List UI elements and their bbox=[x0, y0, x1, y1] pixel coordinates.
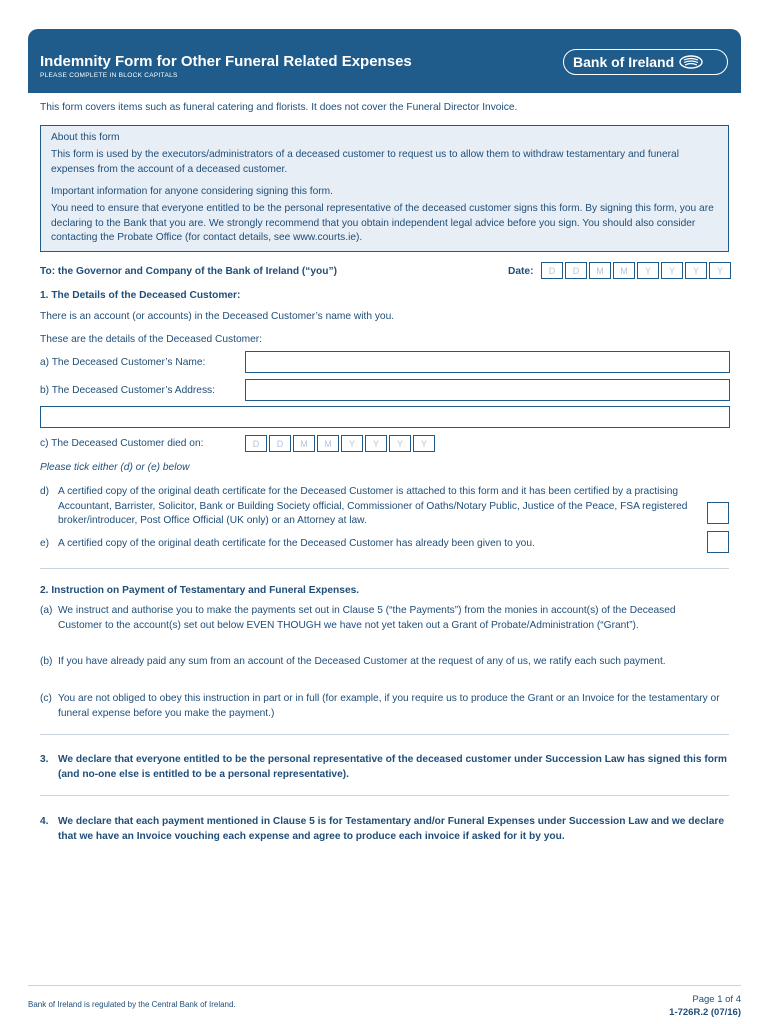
section4-text: We declare that each payment mentioned in Clause 5 is for Testamentary and/or Funeral Expenses under Succession Law and we declare that we have an Invoice vouching each expense and agree to produce each invoice if asked for it by you. bbox=[58, 816, 724, 842]
addressee: To: the Governor and Company of the Bank of Ireland (“you”) bbox=[40, 266, 337, 277]
date-cell[interactable]: Y bbox=[637, 262, 659, 279]
option-e-text: A certified copy of the original death certificate for the Deceased Customer has already been given to you. bbox=[58, 538, 535, 549]
form-subtitle: PLEASE COMPLETE IN BLOCK CAPITALS bbox=[40, 72, 178, 79]
section2-a-label: (a) bbox=[40, 605, 53, 616]
page-number: Page 1 of 4 bbox=[692, 994, 741, 1005]
date-cell[interactable]: Y bbox=[709, 262, 731, 279]
date-cell[interactable]: Y bbox=[685, 262, 707, 279]
intro-text: This form covers items such as funeral catering and florists. It does not cover the Funeral Director Invoice. bbox=[40, 102, 518, 113]
about-text: This form is used by the executors/administrators of a deceased customer to request us to allow them to withdraw testamentary and funeral expenses from the account of a deceased customer. bbox=[51, 149, 679, 175]
section1-line1: There is an account (or accounts) in the Deceased Customer’s name with you. bbox=[40, 311, 395, 322]
section4-label: 4. bbox=[40, 816, 49, 827]
died-date-cell[interactable]: Y bbox=[365, 435, 387, 452]
deceased-address-label: b) The Deceased Customer’s Address: bbox=[40, 385, 215, 396]
regulated-note: Bank of Ireland is regulated by the Central Bank of Ireland. bbox=[28, 1000, 236, 1009]
section3-text: We declare that everyone entitled to be the personal representative of the deceased customer under Succession Law has signed this form (and no-one else is entitled to be a personal representative). bbox=[58, 754, 727, 780]
logo-emblem-icon bbox=[679, 55, 703, 69]
died-date-cell[interactable]: M bbox=[317, 435, 339, 452]
date-cell[interactable]: D bbox=[541, 262, 563, 279]
date-cell[interactable]: D bbox=[565, 262, 587, 279]
section3-label: 3. bbox=[40, 754, 49, 765]
section2-b-label: (b) bbox=[40, 656, 53, 667]
footer-divider bbox=[28, 985, 741, 986]
date-cell[interactable]: Y bbox=[661, 262, 683, 279]
section2-a-text: We instruct and authorise you to make the payments set out in Clause 5 (“the Payments”) from the monies in account(s) of the Deceased Customer to the account(s) set out below EVEN THOUGH we have not yet taken out a Grant of Probate/Administration (“Grant”). bbox=[58, 605, 676, 631]
date-label: Date: bbox=[508, 266, 534, 277]
deceased-name-input[interactable] bbox=[245, 351, 730, 373]
section2-b-text: If you have already paid any sum from an account of the Deceased Customer at the request of any of us, we ratify each such payment. bbox=[58, 656, 666, 667]
section1-heading: 1. The Details of the Deceased Customer: bbox=[40, 290, 241, 301]
divider bbox=[40, 734, 729, 735]
important-text: You need to ensure that everyone entitled to be the personal representative of the deceased customer signs this form. By signing this form, you are declaring to the Bank that you are. We strongly recommend that you obtain independent legal advice before you sign. You should also consider contacting the Probate Office (for contact details, see www.courts.ie). bbox=[51, 203, 714, 243]
tick-note: Please tick either (d) or (e) below bbox=[40, 462, 190, 473]
died-date-cell[interactable]: Y bbox=[413, 435, 435, 452]
date-cell[interactable]: M bbox=[589, 262, 611, 279]
option-d-label: d) bbox=[40, 486, 50, 497]
important-heading: Important information for anyone considering signing this form. bbox=[51, 186, 333, 197]
section2-c-text: You are not obliged to obey this instruction in part or in full (for example, if you require us to produce the Grant or an Invoice for the testamentary or funeral expense before you make the payment.) bbox=[58, 693, 720, 719]
died-date-cell[interactable]: D bbox=[269, 435, 291, 452]
died-date-cell[interactable]: Y bbox=[341, 435, 363, 452]
deceased-address-input-line2[interactable] bbox=[40, 406, 730, 428]
died-date-cell[interactable]: Y bbox=[389, 435, 411, 452]
option-e-label: e) bbox=[40, 538, 50, 549]
divider bbox=[40, 795, 729, 796]
section1-line2: These are the details of the Deceased Customer: bbox=[40, 334, 262, 345]
option-e-checkbox[interactable] bbox=[707, 531, 729, 553]
died-on-date-input[interactable] bbox=[245, 435, 435, 452]
section2-c-label: (c) bbox=[40, 693, 52, 704]
bank-logo-text: Bank of Ireland bbox=[573, 54, 675, 70]
date-input[interactable] bbox=[541, 262, 731, 279]
form-title: Indemnity Form for Other Funeral Related Expenses bbox=[40, 53, 412, 70]
section2-heading: 2. Instruction on Payment of Testamentary and Funeral Expenses. bbox=[40, 585, 360, 596]
deceased-address-input[interactable] bbox=[245, 379, 730, 401]
died-date-cell[interactable]: M bbox=[293, 435, 315, 452]
bank-logo bbox=[563, 49, 728, 75]
divider bbox=[40, 568, 729, 569]
died-date-cell[interactable]: D bbox=[245, 435, 267, 452]
date-cell[interactable]: M bbox=[613, 262, 635, 279]
option-d-text: A certified copy of the original death certificate for the Deceased Customer is attached to this form and it has been certified by a practising Accountant, Barrister, Solicitor, Bank or Building Society official, Commissioner of Oaths/Notary Public, Justice of the Peace, FSA registered broker/introducer, Post Office Official (UK only) or an Attorney at law. bbox=[58, 486, 688, 526]
died-on-label: c) The Deceased Customer died on: bbox=[40, 438, 204, 449]
about-heading: About this form bbox=[51, 132, 120, 143]
form-code: 1-726R.2 (07/16) bbox=[669, 1007, 741, 1018]
option-d-checkbox[interactable] bbox=[707, 502, 729, 524]
deceased-name-label: a) The Deceased Customer’s Name: bbox=[40, 357, 206, 368]
